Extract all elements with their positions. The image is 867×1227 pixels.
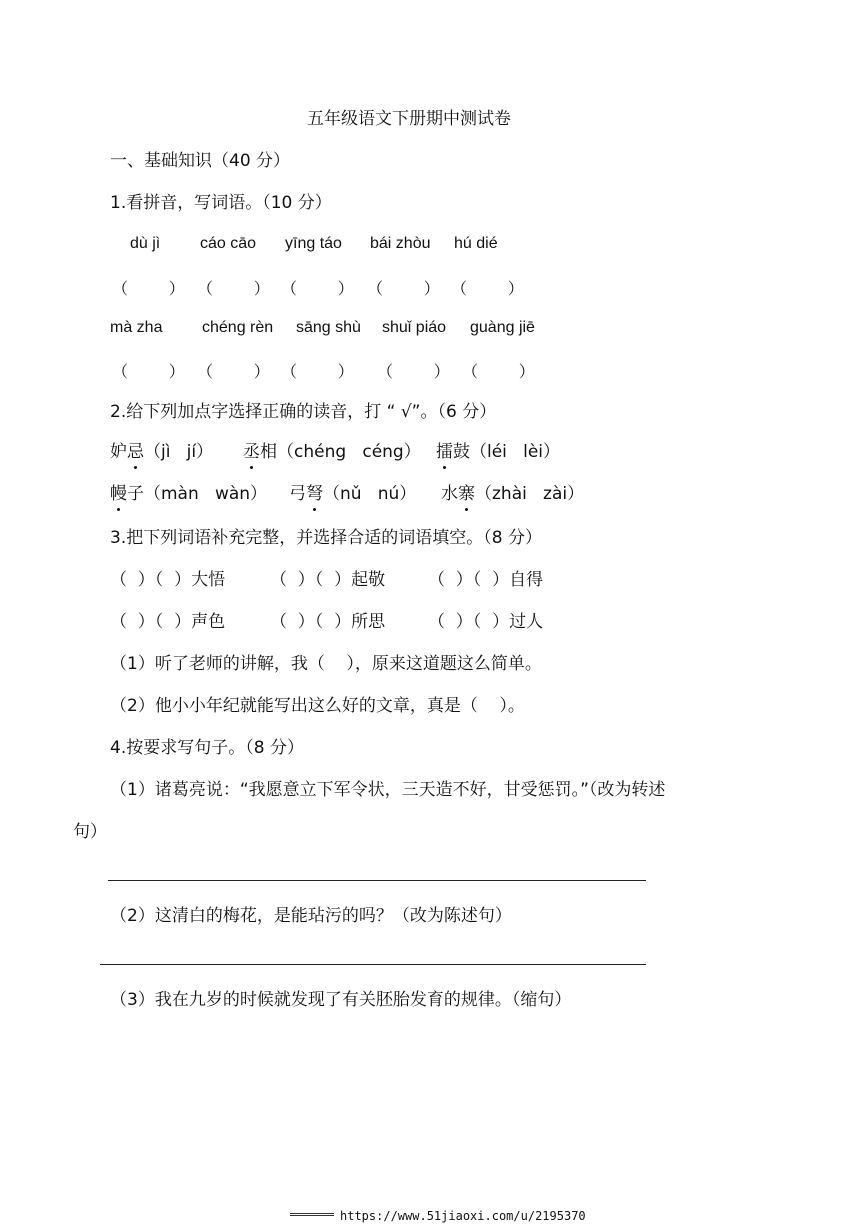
dotted-char: 弩 [306, 484, 323, 504]
dotted-char: 寨 [458, 484, 475, 504]
pinyin-item: chéng rèn [202, 319, 274, 336]
reading-item: 丞相（chéng céng） [243, 442, 421, 462]
q4-sentence-3: （3）我在九岁的时候就发现了有关胚胎发育的规律。（缩句） [110, 990, 572, 1010]
q3-sentence-1: （1）听了老师的讲解，我（ ），原来这道题这么简单。 [110, 654, 542, 674]
watermark-logo [290, 1213, 334, 1220]
idiom-item[interactable]: （ ）（ ）所思 [270, 612, 386, 632]
q3-sentence-2: （2）他小小年纪就能写出这么好的文章，真是（ ）。 [110, 696, 525, 716]
answer-line[interactable] [100, 964, 646, 965]
dotted-char: 丞 [243, 442, 260, 462]
idiom-item[interactable]: （ ）（ ）大悟 [110, 570, 226, 590]
pinyin-item: sāng shù [296, 319, 361, 336]
pinyin-item: guàng jiē [470, 319, 535, 336]
answer-blank[interactable]: （ ） [197, 362, 270, 381]
pinyin-item: yīng táo [285, 235, 342, 252]
idiom-item[interactable]: （ ）（ ）过人 [428, 612, 544, 632]
answer-line[interactable] [108, 880, 646, 881]
q1-heading: 1.看拼音，写词语。（10 分） [110, 193, 332, 213]
reading-item: 幔子（màn wàn） [110, 484, 268, 504]
reading-item: 弓弩（nǔ nú） [289, 484, 417, 504]
q4-sentence-1-cont: 句） [73, 822, 107, 842]
pinyin-item: cáo cāo [200, 235, 257, 252]
pinyin-item: hú dié [454, 235, 498, 252]
q2-heading: 2.给下列加点字选择正确的读音，打 “ √”。（6 分） [110, 402, 497, 422]
answer-blank[interactable]: （ ） [112, 279, 185, 298]
reading-item: 擂鼓（léi lèi） [436, 442, 561, 462]
q4-sentence-1: （1）诸葛亮说：“我愿意立下军令状，三天造不好，甘受惩罚。”（改为转述 [110, 780, 666, 800]
answer-blank[interactable]: （ ） [367, 279, 440, 298]
answer-blank[interactable]: （ ） [451, 279, 524, 298]
idiom-item[interactable]: （ ）（ ）起敬 [270, 570, 386, 590]
footer-url[interactable]: https://www.51jiaoxi.com/u/2195370 [290, 1209, 586, 1223]
q3-heading: 3.把下列词语补充完整，并选择合适的词语填空。（8 分） [110, 528, 542, 548]
pinyin-item: mà zha [110, 319, 163, 336]
pinyin-item: shuǐ piáo [382, 319, 447, 336]
dotted-char: 幔 [110, 484, 127, 504]
answer-blank[interactable]: （ ） [197, 279, 270, 298]
answer-blank[interactable]: （ ） [281, 362, 354, 381]
pinyin-item: dù jì [130, 235, 161, 252]
q4-heading: 4.按要求写句子。（8 分） [110, 738, 304, 758]
answer-blank[interactable]: （ ） [377, 362, 450, 381]
section-heading: 一、基础知识（40 分） [110, 151, 291, 171]
answer-blank[interactable]: （ ） [462, 362, 535, 381]
dotted-char: 擂 [436, 442, 453, 462]
reading-item: 妒忌（jì jí） [110, 442, 214, 462]
page-title: 五年级语文下册期中测试卷 [307, 109, 511, 129]
idiom-item[interactable]: （ ）（ ）声色 [110, 612, 226, 632]
q4-sentence-2: （2）这清白的梅花，是能玷污的吗？（改为陈述句） [110, 906, 512, 926]
pinyin-item: bái zhòu [370, 235, 431, 252]
answer-blank[interactable]: （ ） [281, 279, 354, 298]
idiom-item[interactable]: （ ）（ ）自得 [428, 570, 544, 590]
answer-blank[interactable]: （ ） [112, 362, 185, 381]
dotted-char: 忌 [127, 442, 144, 462]
reading-item: 水寨（zhài zài） [441, 484, 585, 504]
